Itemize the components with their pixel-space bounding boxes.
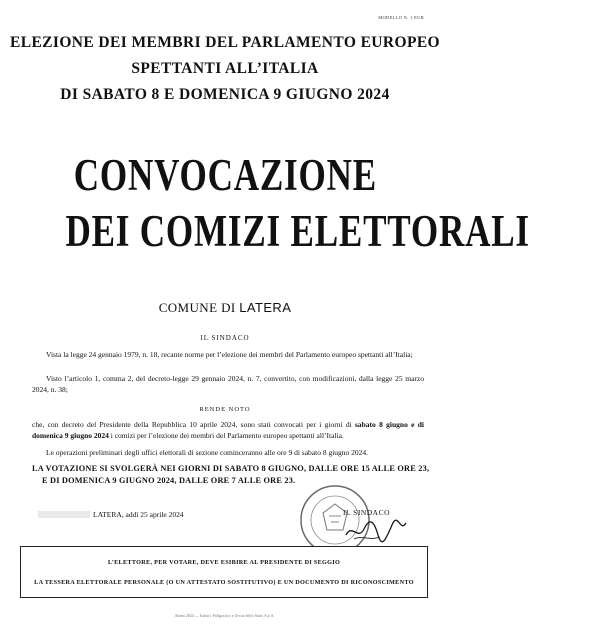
paragraph-operazioni: Le operazioni preliminari degli uffici elettorali di sezione cominceranno alle ore 9 di sabato 8 giugno 2024. bbox=[46, 448, 369, 457]
comune-name: LATERA bbox=[239, 300, 292, 315]
title-line-2: DEI COMIZI ELETTORALI bbox=[65, 206, 530, 256]
comune-label: COMUNE DI bbox=[158, 300, 236, 315]
notice-line-1: L’ELETTORE, PER VOTARE, DEVE ESIBIRE AL PRESIDENTE DI SEGGIO bbox=[107, 559, 341, 566]
sindaco-heading: IL SINDACO bbox=[200, 334, 250, 342]
paragraph-convocazione: che, con decreto del Presidente della Repubblica 10 aprile 2024, sono stati convocati per i giorni di sabato 8 giugno e di domenica 9 giugno 2024 i comizi per l’elezione dei membri del Parlamento europeo spettanti all’Italia. bbox=[32, 420, 424, 440]
votazione-line-2: E DI DOMENICA 9 GIUGNO 2024, DALLE ORE 7 ALLE ORE 23. bbox=[42, 476, 296, 485]
redacted-area bbox=[38, 511, 90, 518]
header-line-2: SPETTANTI ALL’ITALIA bbox=[131, 60, 319, 77]
header-line-1: ELEZIONE DEI MEMBRI DEL PARLAMENTO EUROPEO bbox=[9, 34, 441, 51]
header-line-3: DI SABATO 8 E DOMENICA 9 GIUGNO 2024 bbox=[60, 86, 390, 103]
election-header bbox=[0, 30, 450, 108]
rende-noto-heading: RENDE NOTO bbox=[199, 406, 251, 413]
mayor-signature bbox=[340, 515, 410, 545]
comune-heading bbox=[0, 300, 450, 316]
votazione-line-1: LA VOTAZIONE SI SVOLGERÀ NEI GIORNI DI SABATO 8 GIUGNO, DALLE ORE 15 ALLE ORE 23, bbox=[32, 464, 430, 473]
place-date: LATERA, addì 25 aprile 2024 bbox=[38, 510, 184, 519]
voter-notice-box bbox=[20, 546, 428, 598]
paragraph-vista: Vista la legge 24 gennaio 1979, n. 18, recante norme per l’elezione dei membri del Parlamento europeo spettanti all’Italia; bbox=[46, 350, 413, 359]
notice-line-2: LA TESSERA ELETTORALE PERSONALE (O UN ATTESTATO SOSTITUTIVO) E UN DOCUMENTO DI RICONOSCIMENTO bbox=[34, 579, 414, 586]
signature-label: IL SINDACO bbox=[343, 508, 391, 517]
title-line-1: CONVOCAZIONE bbox=[73, 150, 377, 200]
printer-footer: Roma 2024 — Istituto Poligrafico e Zecca dello Stato S.p.A. bbox=[175, 614, 275, 618]
dates-bold: sabato 8 giugno e di domenica 9 giugno 2024 bbox=[32, 420, 424, 440]
model-code: MODELLO N. 1 EUR bbox=[378, 15, 424, 20]
paragraph-visto: Visto l’articolo 1, comma 2, del decreto-legge 29 gennaio 2024, n. 7, convertito, con modificazioni, dalla legge 25 marzo 2024, n. 38; bbox=[32, 374, 424, 394]
